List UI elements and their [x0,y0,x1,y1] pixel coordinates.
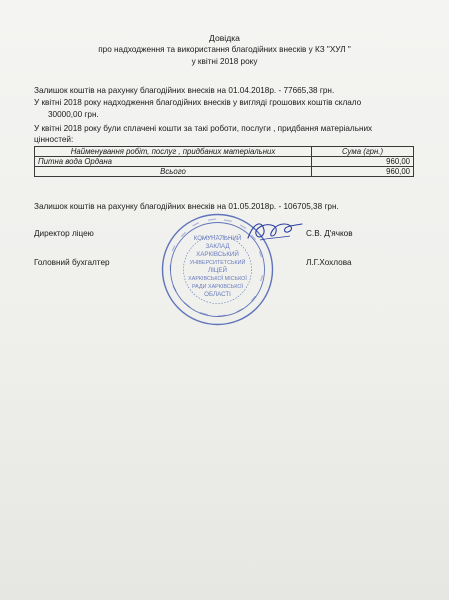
income-text-2: 30000,00 грн. [48,110,99,119]
seal-text-7: РАДИ ХАРКІВСЬКОЇ [191,284,244,290]
column-header-sum: Сума (грн.) [312,147,414,157]
total-sum: 960,00 [312,167,414,177]
accountant-title: Головний бухгалтер [34,258,110,267]
document-title: Довідка [209,33,240,43]
row-item-name: Питна вода Ордана [35,157,312,167]
column-header-name: Найменування робіт, послуг , придбаних матеріальних [35,147,312,157]
document-period: у квітні 2018 року [191,57,258,66]
income-text-1: У квітні 2018 року надходження благодійних внесків у вигляді грошових коштів склало [34,98,362,107]
seal-text-3: ХАРКІВСЬКИЙ [196,251,239,258]
spent-text-1: У квітні 2018 року були сплачені кошти за такі роботи, послуги , придбання матеріальних [34,124,373,133]
total-label: Всього [35,167,312,177]
expenses-table [34,146,414,177]
seal-text-8: ОБЛАСТІ [204,291,231,298]
seal-text-5: ЛІЦЕЙ [208,267,227,274]
balance-end: Залишок коштів на рахунку благодійних внесків на 01.05.2018р. - 106705,38 грн. [34,202,339,211]
director-title: Директор ліцею [34,229,94,238]
table-header-row [35,147,414,157]
accountant-name: Л.Г.Хохлова [306,258,352,267]
seal-text-4: УНІВЕРСИТЕТСЬКИЙ [189,260,246,266]
seal-text-2: ЗАКЛАД [205,243,230,250]
table-total-row [35,167,414,177]
row-item-sum: 960,00 [312,157,414,167]
spent-text-2: цінностей: [34,135,74,144]
table-row [35,157,414,167]
director-signature-icon [244,216,306,246]
balance-start: Залишок коштів на рахунку благодійних внесків на 01.04.2018р. - 77665,38 грн. [34,86,335,95]
seal-text-6: ХАРКІВСЬКОЇ МІСЬКОЇ [188,276,247,282]
document-subtitle: про надходження та використання благодійних внесків у КЗ "ХУЛ " [98,45,351,54]
director-name: С.В. Д'ячков [306,229,353,238]
seal-text-1: КОМУНАЛЬНИЙ [193,235,242,242]
